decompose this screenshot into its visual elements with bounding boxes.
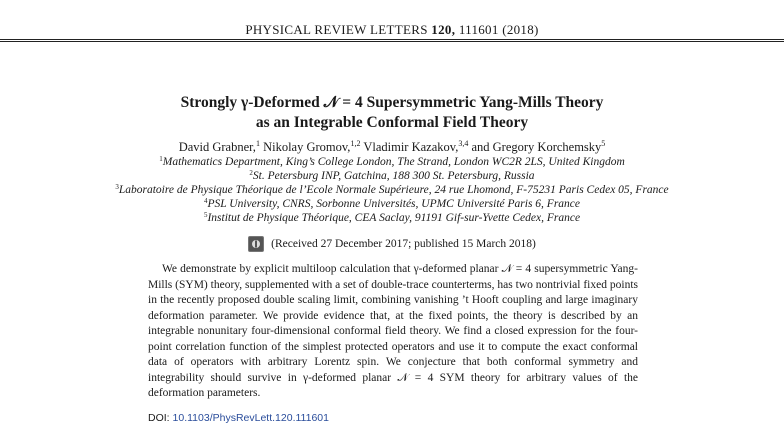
affiliation-mark: 5 [203,211,208,219]
journal-header [0,22,784,38]
affiliation [0,183,784,197]
doi-line [148,412,329,424]
author-name: David Grabner, [178,140,256,154]
affiliation-text: Laboratoire de Physique Théorique de l’Ecole Normale Supérieure, 24 rue Lhomond, F-75231 Paris Cedex 05, France [118,184,669,196]
header-rule-bottom [0,41,784,42]
affiliation-mark: 4 [203,197,208,205]
paper-title-line-1: Strongly γ-Deformed 𝒩 = 4 Supersymmetric Yang-Mills Theory [180,94,604,111]
crossmark-glyph-icon [251,239,261,249]
author-name: Vladimir Kazakov, [363,140,459,154]
crossmark-icon[interactable] [248,236,264,252]
header-rule-top [0,39,784,40]
affiliation-mark: 1 [159,155,163,163]
author-affil-mark: 5 [601,139,606,148]
affiliation-mark: 3 [115,183,119,191]
author-list [0,140,784,155]
doi-link[interactable]: 10.1103/PhysRevLett.120.111601 [172,412,329,424]
paper-title-line-2: as an Integrable Conformal Field Theory [255,114,529,131]
received-text: (Received 27 December 2017; published 15 March 2018) [271,238,536,250]
author-name: Nikolay Gromov, [263,140,351,154]
affiliation [0,169,784,183]
affiliation [0,211,784,225]
affiliation-text: Institut de Physique Théorique, CEA Saclay, 91191 Gif-sur-Yvette Cedex, France [207,212,581,224]
affiliation-text: PSL University, CNRS, Sorbonne Universités, UPMC Université Paris 6, France [207,198,581,210]
abstract-text: We demonstrate by explicit multiloop calculation that γ-deformed planar 𝒩 = 4 supersymmetric Yang-Mills (SYM) theory, supplemented with a set of double-trace counterterms, has two nontrivial fixed points in the recently proposed double scaling limit, combining vanishing ’t Hooft coupling and large imaginary deformation parameter. We provide evidence that, at the fixed points, the theory is described by an integrable nonunitary four-dimensional conformal field theory. We find a closed expression for the four-point correlation function of the simplest protected operators and use it to compute the exact conformal data of operators with arbitrary Lorentz spin. We conjecture that both conformal symmetry and integrability should survive in γ-deformed planar 𝒩 = 4 SYM theory for arbitrary values of the deformation parameters. [148,263,638,399]
affiliation-text: Mathematics Department, King’s College London, The Strand, London WC2R 2LS, United Kingdom [162,156,625,168]
doi-label: DOI: [148,412,170,424]
author-affil-mark: 1 [255,139,260,148]
journal-name: PHYSICAL REVIEW LETTERS [245,22,428,37]
author-affil-mark: 1,2 [350,139,361,148]
author-affil-mark: 3,4 [458,139,469,148]
affiliation-text: St. Petersburg INP, Gatchina, 188 300 St. Petersburg, Russia [252,170,535,182]
affiliation [0,197,784,211]
journal-article-number: 111601 (2018) [458,22,539,37]
received-dates [0,236,784,252]
journal-volume: 120, [431,22,456,37]
affiliation [0,155,784,169]
affiliation-mark: 2 [249,169,253,177]
author-name: and Gregory Korchemsky [471,140,602,154]
